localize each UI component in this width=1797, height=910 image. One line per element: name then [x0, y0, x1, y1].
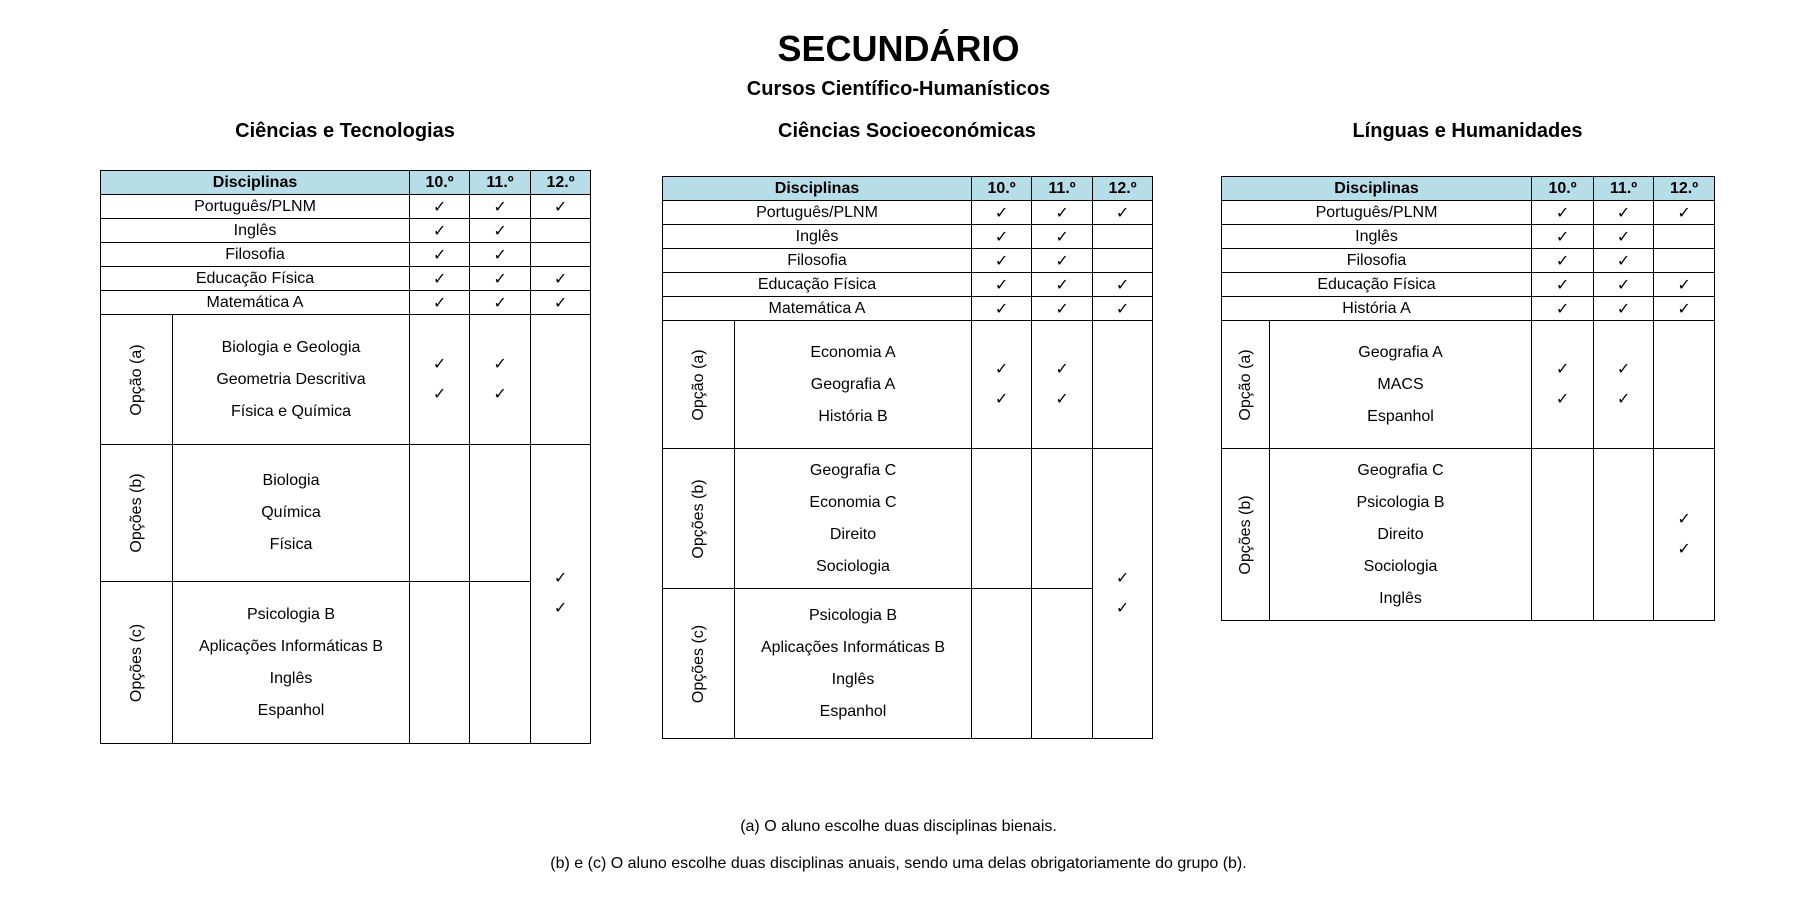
- empty-cell: [470, 582, 531, 744]
- footnote-b-c: (b) e (c) O aluno escolhe duas disciplinas anuais, sendo uma delas obrigatoriamente do grupo (b).: [550, 855, 1247, 872]
- subject-name: História B: [818, 407, 888, 425]
- check-mark: ✓: [972, 297, 1032, 321]
- option-group-row: [663, 449, 1153, 589]
- table-row: [1222, 225, 1715, 249]
- check-mark: ✓: [1032, 201, 1093, 225]
- check-mark: ✓: [972, 249, 1032, 273]
- header-subjects: Disciplinas: [101, 171, 410, 195]
- subject-name: Matemática A: [101, 291, 410, 315]
- subject-name: Física: [269, 536, 313, 553]
- subject-name: Espanhol: [257, 701, 325, 719]
- check-mark: ✓: [1616, 360, 1631, 378]
- check-mark: ✓: [1654, 273, 1715, 297]
- check-cell: [410, 315, 470, 445]
- check-mark: ✓: [531, 195, 591, 219]
- group-subjects: [173, 445, 410, 582]
- check-cell: [1093, 449, 1153, 739]
- empty-cell: [1032, 449, 1093, 589]
- option-group-row: [1222, 321, 1715, 449]
- table-row: [663, 201, 1153, 225]
- table-row: [1222, 201, 1715, 225]
- subject-name: Educação Física: [1222, 273, 1532, 297]
- curriculum-table: [1221, 176, 1715, 621]
- option-group-row: [101, 582, 591, 744]
- check-mark: ✓: [1594, 297, 1654, 321]
- check-mark: ✓: [1594, 249, 1654, 273]
- empty-cell: [1093, 321, 1153, 449]
- check-mark: ✓: [1032, 225, 1093, 249]
- check-mark: ✓: [1677, 540, 1691, 558]
- empty-cell: [1032, 589, 1093, 739]
- subject-name: Geografia C: [1357, 461, 1444, 479]
- group-label-cell: [663, 321, 735, 449]
- table-row: [663, 249, 1153, 273]
- check-cell: [1594, 321, 1654, 449]
- check-mark: ✓: [1093, 273, 1153, 297]
- header-11: 11.º: [1594, 177, 1654, 201]
- empty-cell: [1594, 449, 1654, 621]
- group-subjects: [1270, 449, 1532, 621]
- subject-name: Espanhol: [1367, 407, 1434, 425]
- empty-cell: [972, 589, 1032, 739]
- check-mark: ✓: [1594, 225, 1654, 249]
- table-row: [101, 267, 591, 291]
- group-label-cell: [663, 449, 735, 589]
- check-mark: ✓: [432, 385, 447, 403]
- group-label: Opção (a): [127, 343, 145, 416]
- empty-cell: [1654, 225, 1715, 249]
- check-mark: ✓: [410, 291, 470, 315]
- table-row: [663, 225, 1153, 249]
- footnote-a: (a) O aluno escolhe duas disciplinas bienais.: [740, 818, 1057, 835]
- check-mark: ✓: [1594, 201, 1654, 225]
- page-title: SECUNDÁRIO: [777, 28, 1020, 69]
- subject-name: Espanhol: [819, 702, 887, 720]
- check-cell: [531, 445, 591, 744]
- check-cell: [470, 315, 531, 445]
- course-linguas-humanidades: [1221, 0, 1714, 760]
- table-row: [1222, 273, 1715, 297]
- empty-cell: [1654, 321, 1715, 449]
- check-cell: [1532, 321, 1594, 449]
- empty-cell: [972, 449, 1032, 589]
- check-mark: ✓: [553, 570, 568, 587]
- group-label: Opções (b): [1236, 494, 1254, 575]
- empty-cell: [410, 445, 470, 582]
- group-subjects: [735, 589, 972, 739]
- course-title: Ciências Socioeconómicas: [778, 120, 1036, 142]
- check-mark: ✓: [1532, 201, 1594, 225]
- check-mark: ✓: [493, 385, 507, 403]
- table-row: [101, 219, 591, 243]
- check-mark: ✓: [1032, 297, 1093, 321]
- check-mark: ✓: [432, 355, 447, 373]
- check-mark: ✓: [972, 201, 1032, 225]
- check-mark: ✓: [972, 225, 1032, 249]
- course-ciencias-tecnologias: [100, 0, 590, 760]
- empty-cell: [1093, 249, 1153, 273]
- course-title: Ciências e Tecnologias: [235, 120, 455, 142]
- empty-cell: [470, 445, 531, 582]
- check-mark: ✓: [1032, 249, 1093, 273]
- subject-name: Português/PLNM: [663, 201, 972, 225]
- header-12: 12.º: [531, 171, 591, 195]
- check-mark: ✓: [972, 273, 1032, 297]
- header-10: 10.º: [1532, 177, 1594, 201]
- check-mark: ✓: [994, 360, 1009, 378]
- subject-name: Biologia e Geologia: [221, 338, 361, 356]
- subject-name: Inglês: [1222, 225, 1532, 249]
- check-mark: ✓: [1115, 569, 1130, 587]
- check-mark: ✓: [410, 243, 470, 267]
- group-label: Opções (c): [689, 624, 707, 703]
- subject-name: Educação Física: [663, 273, 972, 297]
- check-cell: [1032, 321, 1093, 449]
- header-11: 11.º: [470, 171, 531, 195]
- subject-name: Geografia C: [809, 461, 897, 479]
- group-label: Opções (b): [127, 473, 145, 553]
- header-subjects: Disciplinas: [663, 177, 972, 201]
- check-mark: ✓: [1115, 599, 1130, 617]
- group-label: Opções (b): [689, 478, 707, 559]
- subject-name: História A: [1222, 297, 1532, 321]
- table-row: [663, 273, 1153, 297]
- check-mark: ✓: [410, 219, 470, 243]
- subject-name: Economia A: [810, 343, 896, 361]
- group-label-cell: [1222, 321, 1270, 449]
- group-label-cell: [1222, 449, 1270, 621]
- subject-name: Educação Física: [101, 267, 410, 291]
- course-title: Línguas e Humanidades: [1352, 120, 1583, 142]
- course-ciencias-socioeconomicas: [662, 0, 1152, 760]
- check-mark: ✓: [1093, 201, 1153, 225]
- subject-name: MACS: [1377, 375, 1424, 393]
- check-mark: ✓: [493, 355, 507, 373]
- empty-cell: [531, 315, 591, 445]
- subject-name: Geometria Descritiva: [216, 370, 366, 388]
- subject-name: Psicologia B: [808, 606, 898, 624]
- table-row: [101, 243, 591, 267]
- group-subjects: [173, 315, 410, 445]
- subject-name: Inglês: [101, 219, 410, 243]
- curriculum-table: [100, 170, 591, 744]
- check-mark: ✓: [1032, 273, 1093, 297]
- group-label: Opção (a): [689, 348, 707, 421]
- group-label-cell: [101, 582, 173, 744]
- option-group-row: [101, 315, 591, 445]
- table-row: [101, 291, 591, 315]
- subject-name: Aplicações Informáticas B: [760, 638, 946, 656]
- check-mark: ✓: [470, 291, 531, 315]
- check-mark: ✓: [470, 195, 531, 219]
- check-mark: ✓: [1555, 360, 1570, 378]
- check-mark: ✓: [1555, 390, 1570, 408]
- check-mark: ✓: [994, 390, 1009, 408]
- subject-name: Direito: [829, 525, 877, 543]
- option-group-row: [663, 589, 1153, 739]
- subject-name: Geografia A: [1358, 343, 1443, 361]
- check-mark: ✓: [531, 291, 591, 315]
- group-label: Opção (a): [1236, 348, 1254, 421]
- header-subjects: Disciplinas: [1222, 177, 1532, 201]
- empty-cell: [410, 582, 470, 744]
- subject-name: Direito: [1377, 525, 1424, 543]
- check-mark: ✓: [1616, 390, 1631, 408]
- check-mark: ✓: [1654, 297, 1715, 321]
- check-mark: ✓: [1532, 225, 1594, 249]
- group-subjects: [1270, 321, 1532, 449]
- check-mark: ✓: [1594, 273, 1654, 297]
- check-mark: ✓: [1532, 249, 1594, 273]
- group-label-cell: [663, 589, 735, 739]
- subject-name: Sociologia: [816, 557, 890, 575]
- table-row: [1222, 249, 1715, 273]
- table-row: [1222, 297, 1715, 321]
- subject-name: Inglês: [663, 225, 972, 249]
- subject-name: Filosofia: [663, 249, 972, 273]
- subject-name: Inglês: [831, 670, 875, 688]
- empty-cell: [531, 219, 591, 243]
- subject-name: Química: [261, 504, 321, 521]
- group-label: Opções (c): [127, 623, 145, 702]
- table-row: [663, 297, 1153, 321]
- check-mark: ✓: [531, 267, 591, 291]
- option-group-row: [101, 445, 591, 582]
- check-cell: [972, 321, 1032, 449]
- option-group-row: [1222, 449, 1715, 621]
- empty-cell: [1532, 449, 1594, 621]
- group-subjects: [735, 449, 972, 589]
- check-mark: ✓: [470, 267, 531, 291]
- check-mark: ✓: [1532, 273, 1594, 297]
- header-10: 10.º: [972, 177, 1032, 201]
- subject-name: Português/PLNM: [1222, 201, 1532, 225]
- group-subjects: [173, 582, 410, 744]
- subject-name: Português/PLNM: [101, 195, 410, 219]
- header-12: 12.º: [1093, 177, 1153, 201]
- check-cell: [1654, 449, 1715, 621]
- subject-name: Psicologia B: [1356, 493, 1445, 511]
- subject-name: Psicologia B: [246, 605, 336, 623]
- subject-name: Matemática A: [663, 297, 972, 321]
- header-12: 12.º: [1654, 177, 1715, 201]
- subject-name: Geografia A: [810, 375, 896, 393]
- empty-cell: [531, 243, 591, 267]
- check-mark: ✓: [1532, 297, 1594, 321]
- subject-name: Inglês: [1379, 589, 1422, 607]
- subject-name: Economia C: [809, 493, 897, 511]
- check-mark: ✓: [1677, 510, 1691, 528]
- check-mark: ✓: [410, 267, 470, 291]
- table-row: [101, 195, 591, 219]
- check-mark: ✓: [553, 600, 568, 617]
- page-subtitle: Cursos Científico-Humanísticos: [746, 78, 1051, 100]
- check-mark: ✓: [1055, 360, 1069, 378]
- subject-name: Filosofia: [1222, 249, 1532, 273]
- subject-name: Aplicações Informáticas B: [198, 637, 384, 655]
- subject-name: Inglês: [269, 669, 313, 687]
- check-mark: ✓: [1093, 297, 1153, 321]
- curriculum-table: [662, 176, 1153, 739]
- check-mark: ✓: [470, 243, 531, 267]
- subject-name: Física e Química: [230, 402, 352, 420]
- subject-name: Biologia: [262, 472, 320, 489]
- header-10: 10.º: [410, 171, 470, 195]
- check-mark: ✓: [470, 219, 531, 243]
- option-group-row: [663, 321, 1153, 449]
- group-label-cell: [101, 315, 173, 445]
- empty-cell: [1093, 225, 1153, 249]
- subject-name: Filosofia: [101, 243, 410, 267]
- check-mark: ✓: [1055, 390, 1069, 408]
- check-mark: ✓: [1654, 201, 1715, 225]
- group-subjects: [735, 321, 972, 449]
- check-mark: ✓: [410, 195, 470, 219]
- group-label-cell: [101, 445, 173, 582]
- empty-cell: [1654, 249, 1715, 273]
- subject-name: Sociologia: [1363, 557, 1438, 575]
- header-11: 11.º: [1032, 177, 1093, 201]
